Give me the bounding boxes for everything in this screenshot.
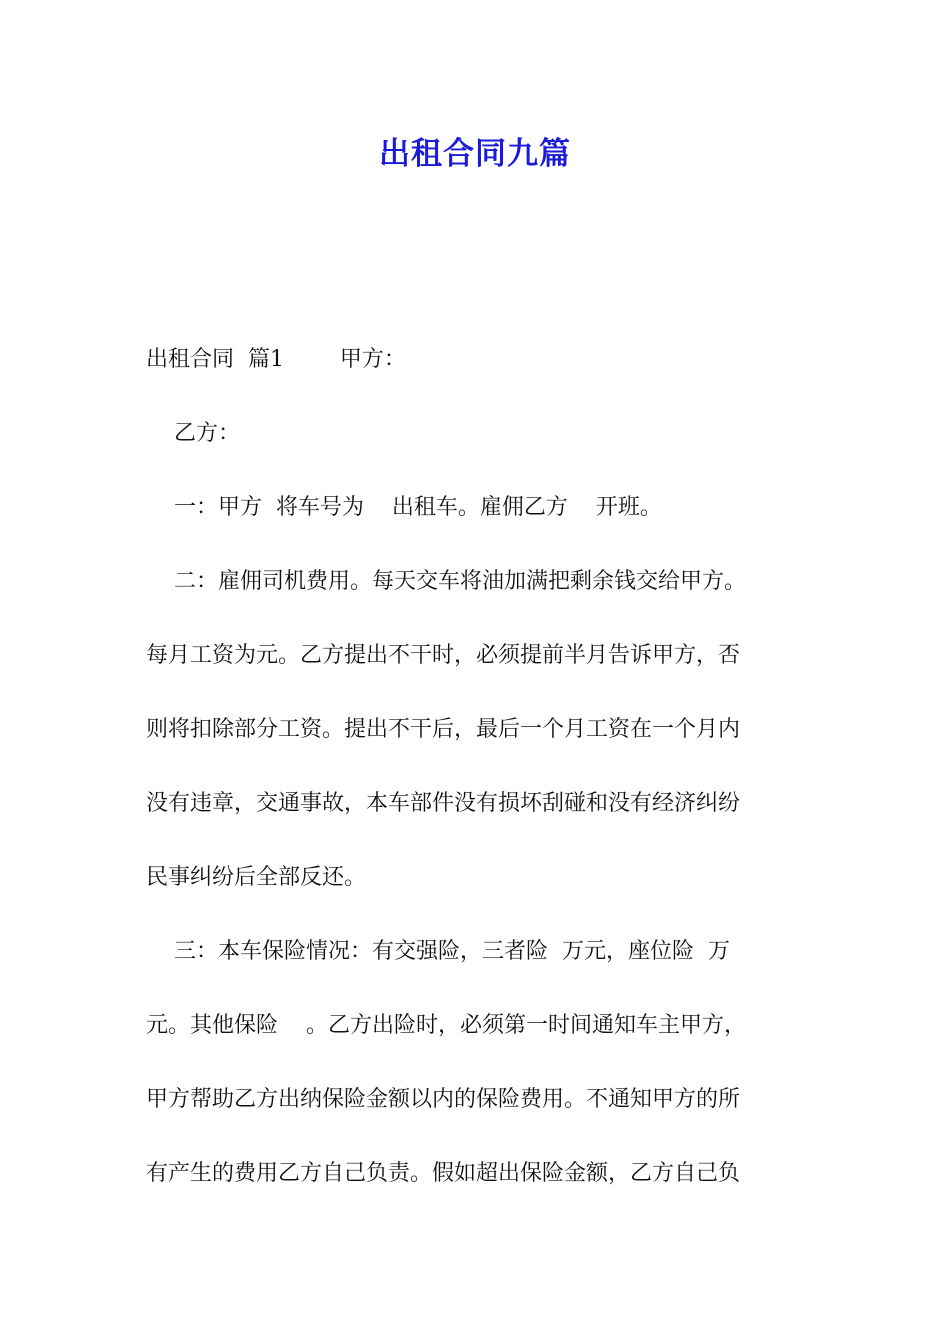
text-line: 元。其他保险 。乙方出险时，必须第一时间通知车主甲方，: [146, 1013, 746, 1038]
text-line: 则将扣除部分工资。提出不干后，最后一个月工资在一个月内: [146, 717, 741, 742]
text-line: 每月工资为元。乙方提出不干时，必须提前半月告诉甲方，否: [146, 643, 741, 668]
text-line: 甲方帮助乙方出纳保险金额以内的保险费用。不通知甲方的所: [146, 1087, 741, 1112]
text-line: 有产生的费用乙方自己负责。假如超出保险金额，乙方自己负: [146, 1161, 741, 1186]
document-body: [146, 336, 826, 1224]
text-line: 一：甲方 将车号为 出租车。雇佣乙方 开班。: [146, 495, 662, 520]
document-title: 出租合同九篇: [379, 136, 571, 172]
text-line: 乙方：: [146, 421, 240, 446]
text-line: 出租合同 篇1 甲方：: [146, 347, 406, 372]
text-line: 二：雇佣司机费用。每天交车将油加满把剩余钱交给甲方。: [146, 569, 746, 594]
text-line: 民事纠纷后全部反还。: [146, 865, 367, 890]
text-line: 没有违章，交通事故，本车部件没有损坏刮碰和没有经济纠纷: [146, 791, 741, 816]
text-line: 三：本车保险情况：有交强险，三者险 万元，座位险 万: [146, 939, 730, 964]
